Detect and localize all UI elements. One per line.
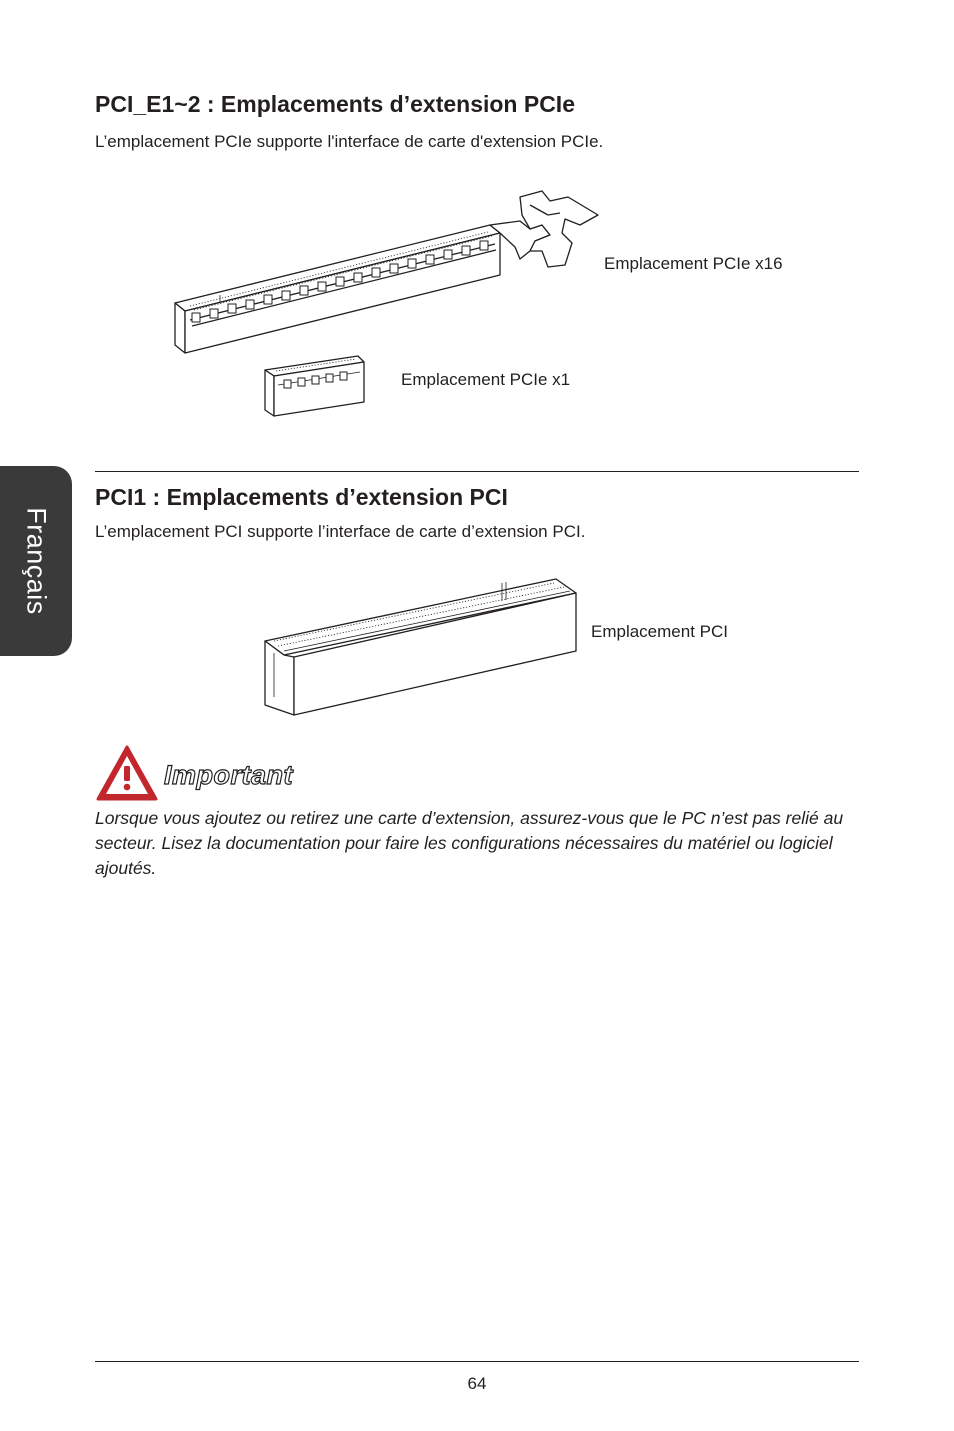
pci-label: Emplacement PCI xyxy=(591,622,728,641)
pcie-x16-label: Emplacement PCIe x16 xyxy=(604,254,783,273)
important-note-text: Lorsque vous ajoutez ou retirez une carte d’extension, assurez-vous que le PC n’est pas relié au secteur. Lisez la documentation pour faire les configurations nécessaires du matériel ou logiciel ajoutés. xyxy=(95,808,844,878)
pcie-section-title: PCI_E1~2 : Emplacements d’extension PCIe xyxy=(95,91,575,117)
pci-section-title: PCI1 : Emplacements d’extension PCI xyxy=(95,484,508,510)
section-divider xyxy=(95,471,859,472)
footer-rule xyxy=(95,1361,859,1362)
pci-slot-illustration xyxy=(262,575,580,720)
pcie-section-description: L’emplacement PCIe supporte l'interface de carte d'extension PCIe. xyxy=(95,132,604,151)
page-number: 64 xyxy=(467,1374,487,1393)
pci-section-description: L’emplacement PCI supporte l’interface de carte d’extension PCI. xyxy=(95,522,586,541)
warning-triangle-icon xyxy=(95,744,159,802)
pcie-x1-label: Emplacement PCIe x1 xyxy=(401,370,571,389)
important-title: Important xyxy=(164,760,293,790)
language-tab-label: Français xyxy=(21,507,52,615)
pcie-x16-slot-illustration xyxy=(170,185,605,355)
pcie-x1-slot-illustration xyxy=(262,352,372,420)
language-side-tab xyxy=(0,466,72,656)
